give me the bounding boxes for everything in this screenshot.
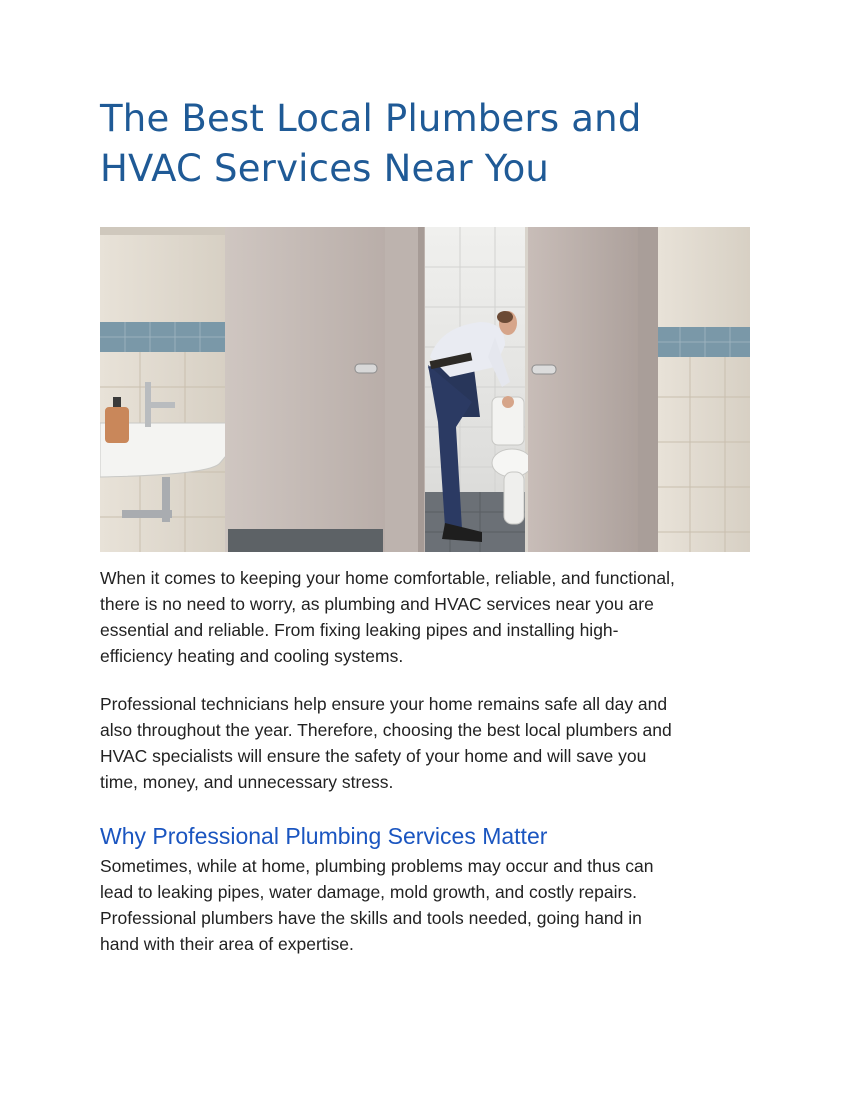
technicians-line-2: also throughout the year. Therefore, choosing the best local plumbers and — [100, 720, 672, 740]
intro-line-2: there is no need to worry, as plumbing and HVAC services near you are — [100, 594, 654, 614]
plumbing-line-1: Sometimes, while at home, plumbing problems may occur and thus can — [100, 856, 654, 876]
technicians-paragraph — [100, 691, 760, 795]
intro-paragraph — [100, 565, 760, 669]
section-heading: Why Professional Plumbing Services Matter — [100, 823, 548, 849]
plumbing-line-3: Professional plumbers have the skills and tools needed, going hand in — [100, 908, 642, 928]
intro-line-3: essential and reliable. From fixing leaking pipes and installing high- — [100, 620, 619, 640]
technicians-line-4: time, money, and unnecessary stress. — [100, 772, 394, 792]
plumbing-paragraph — [100, 853, 760, 957]
plumbing-line-2: lead to leaking pipes, water damage, mold growth, and costly repairs. — [100, 882, 637, 902]
plumber-in-restroom-stall-image — [100, 227, 750, 552]
intro-line-4: efficiency heating and cooling systems. — [100, 646, 404, 666]
title-line-2: HVAC Services Near You — [100, 147, 550, 190]
plumbing-line-4: hand with their area of expertise. — [100, 934, 354, 954]
intro-line-1: When it comes to keeping your home comfortable, reliable, and functional, — [100, 568, 675, 588]
title-line-1: The Best Local Plumbers and — [100, 97, 642, 140]
technicians-line-3: HVAC specialists will ensure the safety of your home and will save you — [100, 746, 647, 766]
page-title — [100, 94, 760, 194]
technicians-line-1: Professional technicians help ensure your home remains safe all day and — [100, 694, 668, 714]
